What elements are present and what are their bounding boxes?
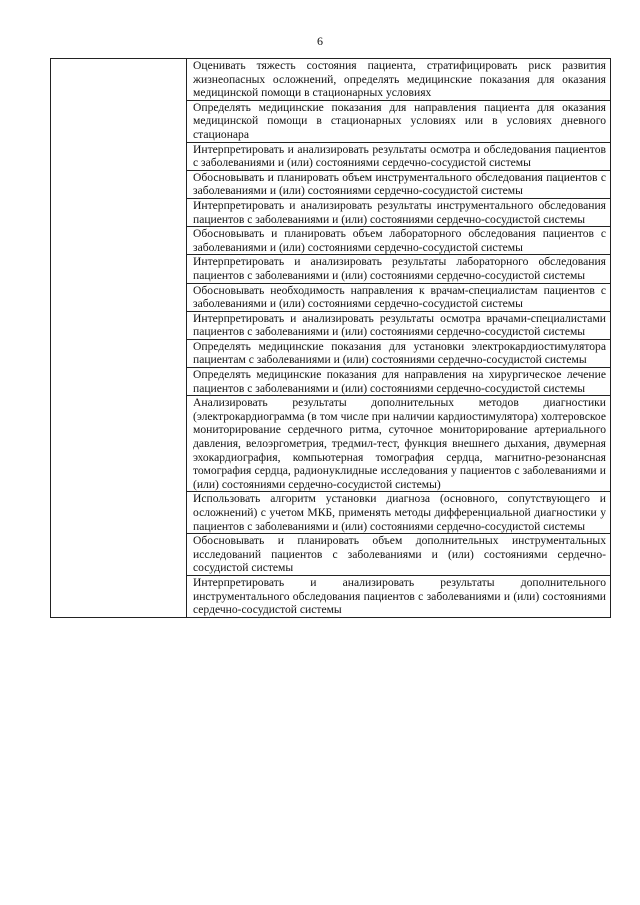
skill-cell: Обосновывать и планировать объем лабораторного обследования пациентов с заболеваниями и (или) состояниями сердечно-сосудистой системы [187,227,611,255]
skill-cell: Обосновывать и планировать объем инструментального обследования пациентов с заболеваниями и (или) состояниями сердечно-сосудистой системы [187,170,611,198]
skills-table [50,58,611,618]
table-row [51,59,611,101]
skill-cell: Использовать алгоритм установки диагноза (основного, сопутствующего и осложнений) с учетом МКБ, применять методы дифференциальной диагностики у пациентов с заболеваниями и (или) состояниями сердечно-сосудистой системы [187,492,611,534]
skill-cell: Интерпретировать и анализировать результаты дополнительного инструментального обследования пациентов с заболеваниями и (или) состояниями сердечно-сосудистой системы [187,575,611,617]
left-column-cell [51,59,187,618]
skill-cell: Интерпретировать и анализировать результаты лабораторного обследования пациентов с заболеваниями и (или) состояниями сердечно-сосудистой системы [187,255,611,283]
skill-cell: Интерпретировать и анализировать результаты осмотра врачами-специалистами пациентов с заболеваниями и (или) состояниями сердечно-сосудистой системы [187,311,611,339]
skill-cell: Определять медицинские показания для направления на хирургическое лечение пациентов с заболеваниями и (или) состояниями сердечно-сосудистой системы [187,368,611,396]
skill-cell: Обосновывать необходимость направления к врачам-специалистам пациентов с заболеваниями и (или) состояниями сердечно-сосудистой системы [187,283,611,311]
skills-table-body [51,59,611,618]
page-number: 6 [317,34,323,48]
skill-cell: Определять медицинские показания для установки электрокардиостимулятора пациентам с заболеваниями и (или) состояниями сердечно-сосудистой системы [187,339,611,367]
skill-cell: Интерпретировать и анализировать результаты инструментального обследования пациентов с заболеваниями и (или) состояниями сердечно-сосудистой системы [187,198,611,226]
skill-cell: Анализировать результаты дополнительных методов диагностики (электрокардиограмма (в том числе при наличии кардиостимулятора) холтеровское мониторирование сердечного ритма, суточное мониторирование артериального давления, велоэргометрия, тредмил-тест, функция внешнего дыхания, двумерная эхокардиография, компьютерная томография сердца, магнитно-резонансная томография сердца, радионуклидные исследования у пациентов с заболеваниями и (или) состояниями сердечно-сосудистой системы) [187,396,611,492]
skill-cell: Обосновывать и планировать объем дополнительных инструментальных исследований пациентов с заболеваниями и (или) состояниями сердечно-сосудистой системы [187,534,611,576]
skill-cell: Интерпретировать и анализировать результаты осмотра и обследования пациентов с заболеваниями и (или) состояниями сердечно-сосудистой системы [187,142,611,170]
skill-cell: Оценивать тяжесть состояния пациента, стратифицировать риск развития жизнеопасных осложнений, определять медицинские показания для оказания медицинской помощи в стационарных условиях [187,59,611,101]
skill-cell: Определять медицинские показания для направления пациента для оказания медицинской помощи в стационарных условиях или в условиях дневного стационара [187,100,611,142]
